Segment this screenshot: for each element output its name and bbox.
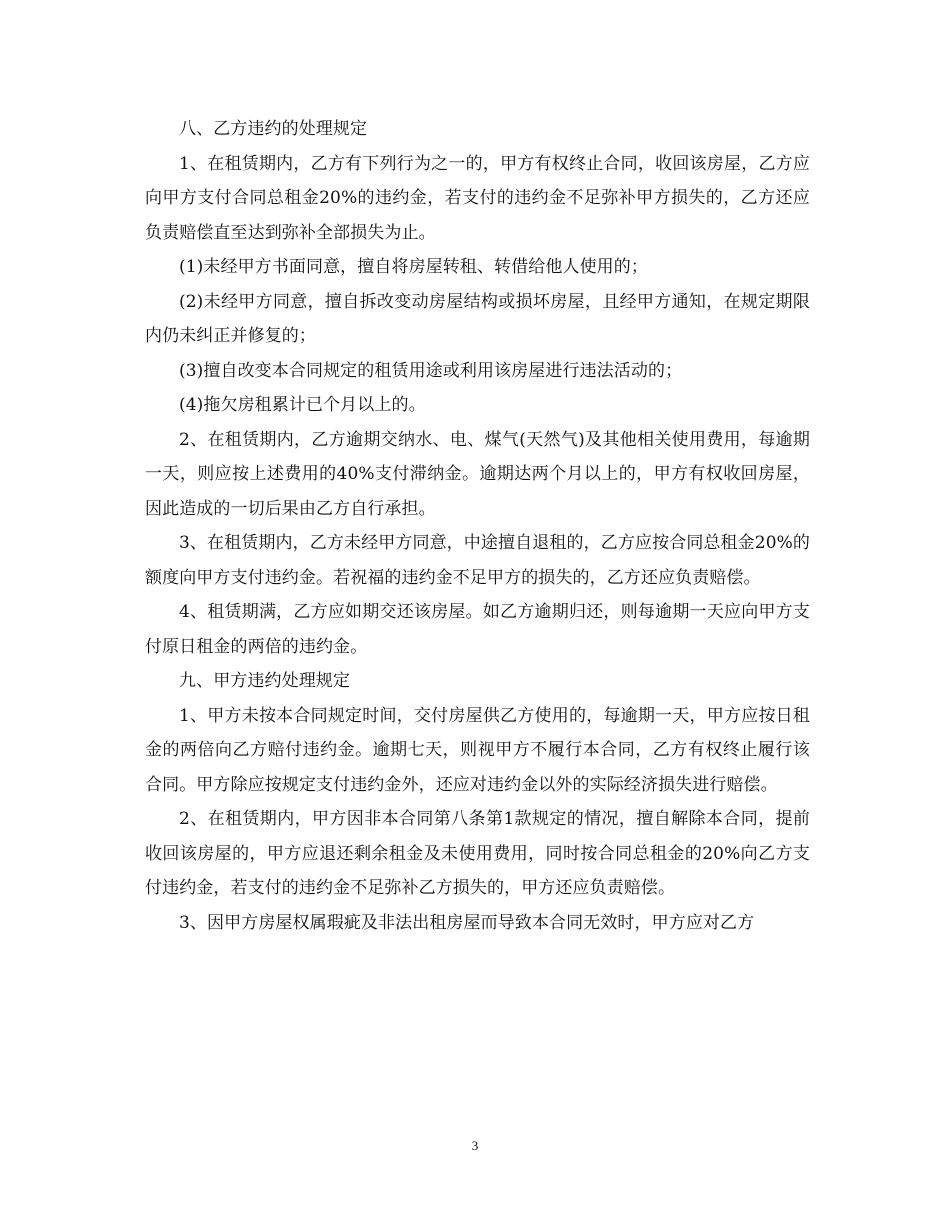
clause-8-3: 3、在租赁期内，乙方未经甲方同意，中途擅自退租的，乙方应按合同总租金20%的额度向甲方支付违约金。若祝福的违约金不足甲方的损失的，乙方还应负责赔偿。	[145, 533, 810, 588]
clause-8-1: 1、在租赁期内，乙方有下列行为之一的，甲方有权终止合同，收回该房屋，乙方应向甲方支付合同总租金20%的违约金，若支付的违约金不足弥补甲方损失的，乙方还应负责赔偿直至达到弥补全部损失为止。	[145, 153, 810, 243]
clause-8-1-item-2: (2)未经甲方同意，擅自拆改变动房屋结构或损坏房屋，且经甲方通知，在规定期限内仍未纠正并修复的；	[145, 291, 810, 346]
section-heading-9: 九、甲方违约处理规定	[179, 671, 350, 691]
document-body	[145, 112, 810, 940]
clause-8-4: 4、租赁期满，乙方应如期交还该房屋。如乙方逾期归还，则每逾期一天应向甲方支付原日租金的两倍的违约金。	[145, 602, 810, 657]
clause-9-1: 1、甲方未按本合同规定时间，交付房屋供乙方使用的，每逾期一天，甲方应按日租金的两倍向乙方赔付违约金。逾期七天，则视甲方不履行本合同，乙方有权终止履行该合同。甲方除应按规定支付违约金外，还应对违约金以外的实际经济损失进行赔偿。	[145, 705, 810, 795]
clause-8-1-item-3: (3)擅自改变本合同规定的租赁用途或利用该房屋进行违法活动的；	[179, 360, 683, 381]
clause-8-1-item-1: (1)未经甲方书面同意，擅自将房屋转租、转借给他人使用的；	[179, 257, 648, 277]
section-heading-8: 八、乙方违约的处理规定	[179, 119, 368, 139]
clause-8-2: 2、在租赁期内，乙方逾期交纳水、电、煤气(天然气)及其他相关使用费用，每逾期一天，则应按上述费用的40%支付滞纳金。逾期达两个月以上的，甲方有权收回房屋，因此造成的一切后果由乙方自行承担。	[145, 429, 810, 519]
clause-8-1-item-4: (4)拖欠房租累计已个月以上的。	[179, 395, 426, 415]
clause-9-2: 2、在租赁期内，甲方因非本合同第八条第1款规定的情况，擅自解除本合同，提前收回该房屋的，甲方应退还剩余租金及未使用费用，同时按合同总租金的20%向乙方支付违约金，若支付的违约金不足弥补乙方损失的，甲方还应负责赔偿。	[145, 809, 810, 898]
clause-9-3: 3、因甲方房屋权属瑕疵及非法出租房屋而导致本合同无效时，甲方应对乙方	[179, 912, 755, 933]
page-number: 3	[471, 1138, 479, 1153]
